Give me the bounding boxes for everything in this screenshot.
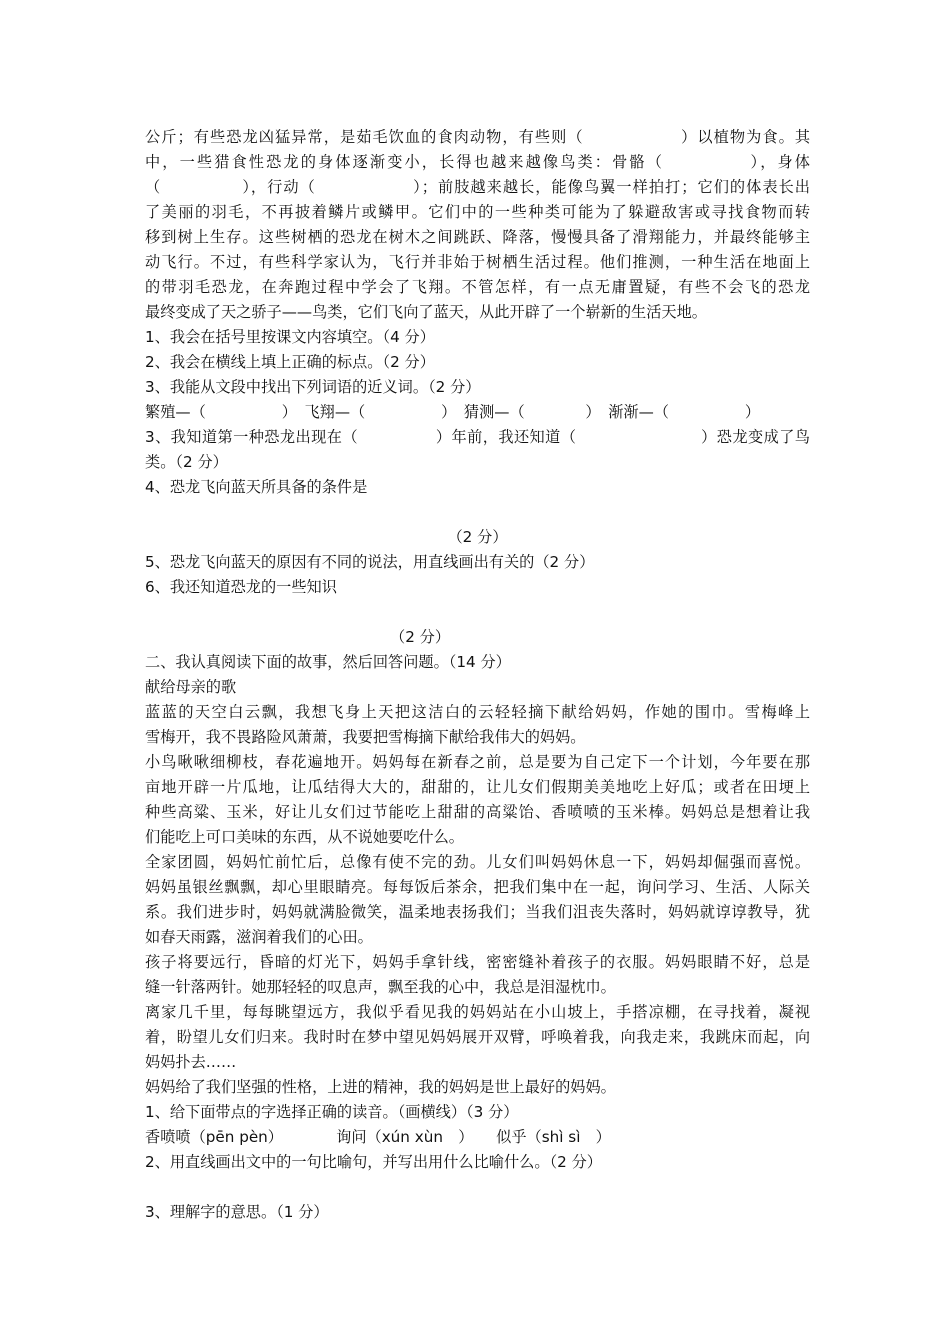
pronunciation-choices: 香喷喷（pēn pèn） 询问（xún xùn ） 似乎（shì sì ） <box>145 1128 611 1146</box>
story-line: 们能吃上可口美味的东西，从不说她要吃什么。 <box>145 828 464 846</box>
passage-line: 动飞行。不过，有些科学家认为，飞行并非始于树栖生活过程。他们推测，一种生活在地面上 <box>145 253 810 271</box>
question-3b-cont: 类。（2 分） <box>145 453 228 471</box>
passage-line: 公斤；有些恐龙凶猛异常，是茹毛饮血的食肉动物，有些则（ ）以植物为食。其 <box>145 128 810 146</box>
story-line: 妈妈扑去…… <box>145 1053 237 1071</box>
story-line: 小鸟啾啾细柳枝，春花遍地开。妈妈每在新春之前，总是要为自己定下一个计划，今年要在那 <box>145 753 810 771</box>
question-1: 1、我会在括号里按课文内容填空。（4 分） <box>145 328 435 346</box>
story-line: 缝一针落两针。她那轻轻的叹息声，飘至我的心中，我总是泪湿枕巾。 <box>145 978 616 996</box>
story-line: 亩地开辟一片瓜地，让瓜结得大大的，甜甜的，让儿女们假期美美地吃上好瓜；或者在田埂上 <box>145 778 810 796</box>
passage-line: 移到树上生存。这些树栖的恐龙在树木之间跳跃、降落，慢慢具备了滑翔能力，并最终能够主 <box>145 228 810 246</box>
story-line: 着，盼望儿女们归来。我时时在梦中望见妈妈展开双臂，呼唤着我，向我走来，我跳床而起，向 <box>145 1028 810 1046</box>
question-2: 2、我会在横线上填上正确的标点。（2 分） <box>145 353 435 371</box>
story-line: 种些高粱、玉米，好让儿女们过节能吃上甜甜的高粱饴、香喷喷的玉米棒。妈妈总是想着让我 <box>145 803 810 821</box>
story-line: 离家几千里，每每眺望远方，我似乎看见我的妈妈站在小山坡上，手搭凉棚，在寻找着，凝视 <box>145 1003 810 1021</box>
question-3: 3、我能从文段中找出下列词语的近义词。（2 分） <box>145 378 481 396</box>
story-question-3: 3、理解字的意思。（1 分） <box>145 1203 329 1221</box>
story-line: 全家团圆，妈妈忙前忙后，总像有使不完的劲。儿女们叫妈妈休息一下，妈妈却倔强而喜悦。 <box>145 853 810 871</box>
passage-line: 中，一些猎食性恐龙的身体逐渐变小，长得也越来越像鸟类：骨骼（ ），身体 <box>145 153 810 171</box>
section-2-heading: 二、我认真阅读下面的故事，然后回答问题。（14 分） <box>145 653 511 671</box>
question-4: 4、恐龙飞向蓝天所具备的条件是 <box>145 478 368 496</box>
passage-line: 最终变成了天之骄子——鸟类，它们飞向了蓝天，从此开辟了一个崭新的生活天地。 <box>145 303 707 321</box>
story-line: 如春天雨露，滋润着我们的心田。 <box>145 928 373 946</box>
story-title: 献给母亲的歌 <box>145 678 237 696</box>
question-5: 5、恐龙飞向蓝天的原因有不同的说法，用直线画出有关的（2 分） <box>145 553 595 571</box>
passage-line: （ ），行动（ ）；前肢越来越长，能像鸟翼一样拍打；它们的体表长出 <box>145 178 810 196</box>
question-6: 6、我还知道恐龙的一些知识 <box>145 578 337 596</box>
story-line: 雪梅开，我不畏路险风萧萧，我要把雪梅摘下献给我伟大的妈妈。 <box>145 728 586 746</box>
synonym-blanks: 繁殖—（ ） 飞翔—（ ） 猜测—（ ） 渐渐—（ ） <box>145 403 761 421</box>
story-question-1: 1、给下面带点的字选择正确的读音。（画横线）（3 分） <box>145 1103 519 1121</box>
story-line: 系。我们进步时，妈妈就满脸微笑，温柔地表扬我们；当我们沮丧失落时，妈妈就谆谆教导，犹 <box>145 903 810 921</box>
story-line: 妈妈给了我们坚强的性格，上进的精神，我的妈妈是世上最好的妈妈。 <box>145 1078 616 1096</box>
story-line: 妈妈虽银丝飘飘，却心里眼睛亮。每每饭后茶余，把我们集中在一起，询问学习、生活、人际关 <box>145 878 810 896</box>
question-6-score: （2 分） <box>390 628 451 646</box>
story-question-2: 2、用直线画出文中的一句比喻句，并写出用什么比喻什么。（2 分） <box>145 1153 602 1171</box>
passage-line: 的带羽毛恐龙，在奔跑过程中学会了飞翔。不管怎样，有一点无庸置疑，有些不会飞的恐龙 <box>145 278 810 296</box>
passage-line: 了美丽的羽毛，不再披着鳞片或鳞甲。它们中的一些种类可能为了躲避敌害或寻找食物而转 <box>145 203 810 221</box>
story-line: 蓝蓝的天空白云飘，我想飞身上天把这洁白的云轻轻摘下献给妈妈，作她的围巾。雪梅峰上 <box>145 703 810 721</box>
story-line: 孩子将要远行，昏暗的灯光下，妈妈手拿针线，密密缝补着孩子的衣服。妈妈眼睛不好，总是 <box>145 953 810 971</box>
question-3b: 3、我知道第一种恐龙出现在（ ）年前，我还知道（ ）恐龙变成了鸟 <box>145 428 810 446</box>
question-4-score: （2 分） <box>447 528 508 546</box>
